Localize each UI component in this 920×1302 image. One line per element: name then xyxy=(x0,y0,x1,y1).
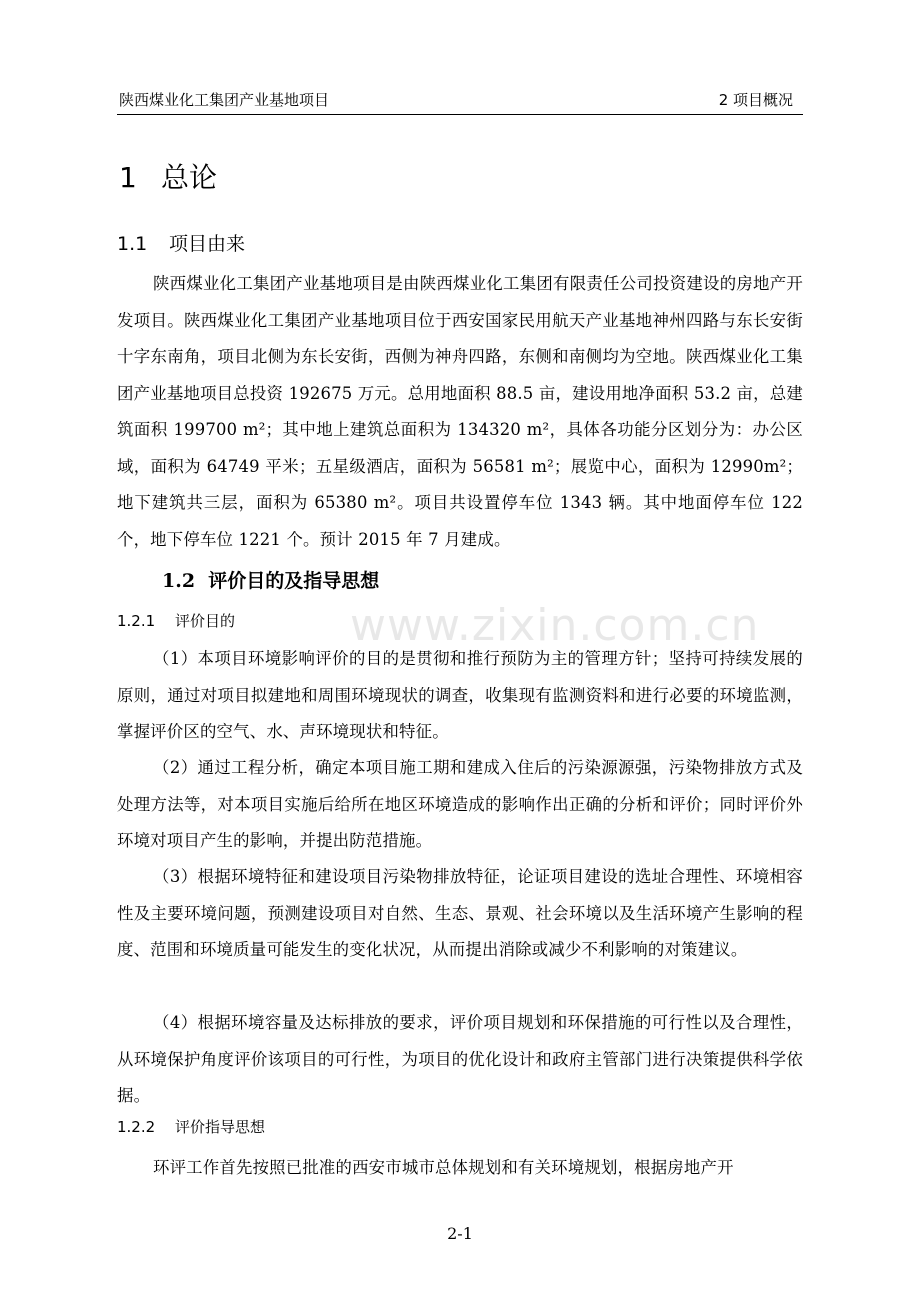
subsection-number: 1.2.2 xyxy=(117,1118,156,1136)
chapter-number: 1 xyxy=(119,161,137,194)
subsection-title: 评价目的 xyxy=(175,612,236,630)
subsection-title: 评价指导思想 xyxy=(175,1118,266,1136)
paragraph-purpose-4: （4）根据环境容量及达标排放的要求，评价项目规划和环保措施的可行性以及合理性，从环境保护角度评价该项目的可行性，为项目的优化设计和政府主管部门进行决策提供科学依据。 xyxy=(117,1013,803,1105)
subsection-heading-1-2-1 xyxy=(117,610,235,631)
page-number: 2-1 xyxy=(447,1224,473,1243)
page-header xyxy=(117,84,803,115)
paragraph-guiding-idea: 环评工作首先按照已批准的西安市城市总体规划和有关环境规划，根据房地产开 xyxy=(153,1158,734,1177)
section-number: 1.1 xyxy=(117,233,148,255)
chapter-title: 总论 xyxy=(161,161,218,194)
header-chapter-title: 2 项目概况 xyxy=(718,91,793,109)
section-heading-1-1 xyxy=(117,229,245,256)
header-document-title: 陕西煤业化工集团产业基地项目 xyxy=(119,91,330,109)
section-heading-1-2 xyxy=(162,566,379,593)
paragraph-purpose-3: （3）根据环境特征和建设项目污染物排放特征，论证项目建设的选址合理性、环境相容性及主要环境问题，预测建设项目对自然、生态、景观、社会环境以及生活环境产生影响的程度、范围和环境质量可能发生的变化状况，从而提出消除或减少不利影响的对策建议。 xyxy=(117,867,803,959)
section-title: 评价目的及指导思想 xyxy=(208,570,380,592)
section-title: 项目由来 xyxy=(169,233,246,255)
paragraph-purpose-2: （2）通过工程分析，确定本项目施工期和建成入住后的污染源源强，污染物排放方式及处理方法等，对本项目实施后给所在地区环境造成的影响作出正确的分析和评价；同时评价外环境对项目产生的影响，并提出防范措施。 xyxy=(117,758,803,850)
subsection-number: 1.2.1 xyxy=(117,612,156,630)
section-number: 1.2 xyxy=(162,570,196,592)
subsection-heading-1-2-2 xyxy=(117,1116,265,1137)
chapter-heading xyxy=(119,156,217,196)
watermark: www.zixin.com.cn xyxy=(350,600,760,651)
paragraph-purpose-1: （1）本项目环境影响评价的目的是贯彻和推行预防为主的管理方针；坚持可持续发展的原则，通过对项目拟建地和周围环境现状的调查，收集现有监测资料和进行必要的环境监测，掌握评价区的空气、水、声环境现状和特征。 xyxy=(117,649,803,741)
paragraph-project-origin: 陕西煤业化工集团产业基地项目是由陕西煤业化工集团有限责任公司投资建设的房地产开发项目。陕西煤业化工集团产业基地项目位于西安国家民用航天产业基地神州四路与东长安街十字东南角，项目北侧为东长安街，西侧为神舟四路，东侧和南侧均为空地。陕西煤业化工集团产业基地项目总投资 192675 万元。总用地面积 88.5 亩，建设用地净面积 53.2 亩，总建筑面积 199700 m²；其中地上建筑总面积为 134320 m²，具体各功能分区划分为：办公区域，面积为 64749 平米；五星级酒店，面积为 56581 m²；展览中心，面积为 12990m²；地下建筑共三层，面积为 65380 m²。项目共设置停车位 1343 辆。其中地面停车位 122 个，地下停车位 1221 个。预计 2015 年 7 月建成。 xyxy=(117,274,803,549)
